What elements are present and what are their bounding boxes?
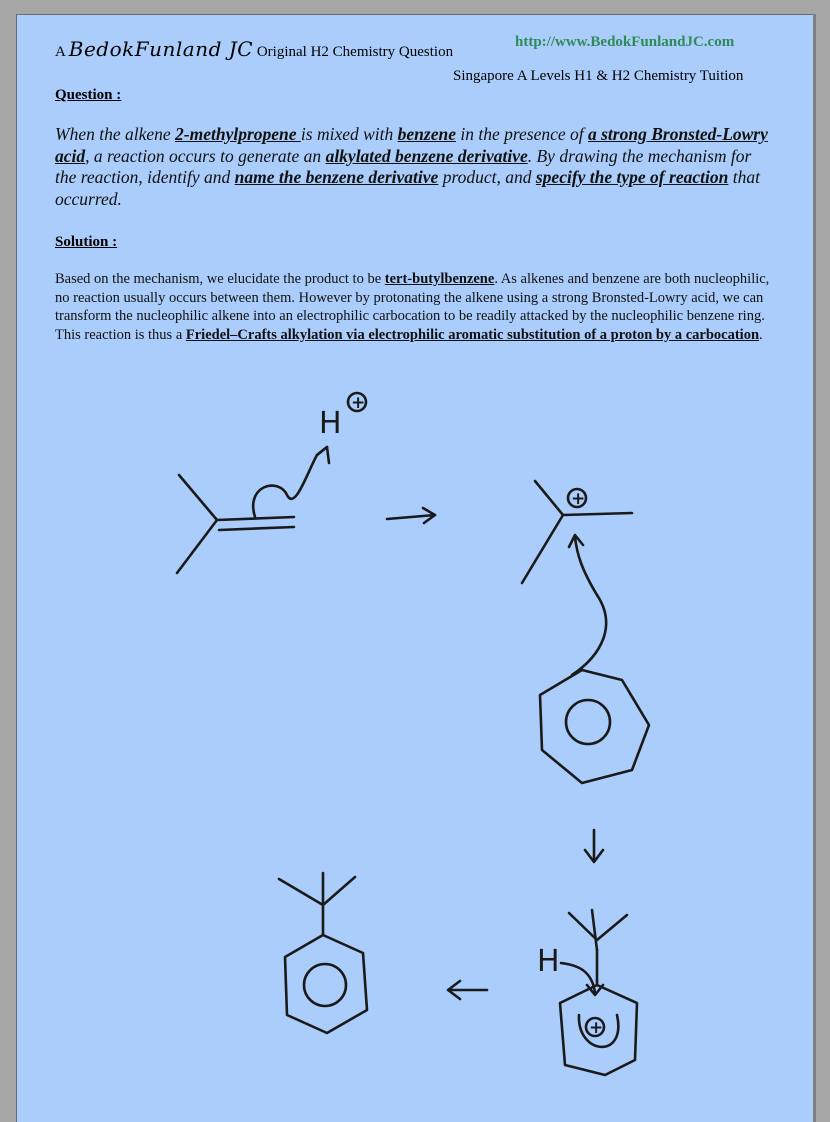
question-keyword: benzene bbox=[397, 124, 456, 144]
question-keyword: a strong Bronsted-Lowry acid bbox=[55, 124, 768, 166]
proton-label: H bbox=[319, 406, 342, 441]
brand-logo-text: BedokFunland JC bbox=[68, 37, 254, 61]
document-page bbox=[16, 14, 813, 1122]
question-part: that occurred. bbox=[55, 167, 760, 209]
solution-part: . bbox=[759, 326, 763, 343]
question-part: , a reaction occurs to generate an bbox=[85, 145, 326, 166]
question-part: . By drawing the mechanism for the reaction, identify and bbox=[55, 145, 752, 187]
reaction-mechanism-drawing bbox=[17, 15, 813, 1122]
proton-charge-sign: + bbox=[351, 393, 366, 413]
question-part: product, and bbox=[438, 167, 536, 187]
solution-keyword: Friedel–Crafts alkylation via electrophilic aromatic substitution of a proton by a carbocation bbox=[185, 326, 760, 343]
solution-keyword: tert-butylbenzene bbox=[384, 271, 495, 287]
brand-suffix: Original H2 Chemistry Question bbox=[256, 44, 454, 60]
question-part: When the alkene bbox=[55, 124, 176, 144]
carbocation-charge-sign: + bbox=[571, 489, 586, 509]
question-part: in the presence of bbox=[455, 124, 588, 144]
question-heading: Question : bbox=[55, 87, 122, 103]
brand-prefix: A bbox=[55, 44, 66, 60]
step-arrow-right bbox=[387, 508, 435, 523]
arenium-h-label: H bbox=[537, 944, 560, 979]
solution-part: Based on the mechanism, we elucidate the product to be bbox=[55, 271, 385, 287]
nucleophilic-attack-arrow bbox=[569, 535, 606, 675]
product-structure bbox=[279, 873, 367, 1033]
arenium-charge-sign: + bbox=[589, 1018, 604, 1038]
question-keyword: specify the type of reaction bbox=[535, 167, 729, 187]
question-part: is mixed with bbox=[300, 124, 398, 144]
tagline: Singapore A Levels H1 & H2 Chemistry Tuition bbox=[453, 68, 744, 84]
benzene-reactant bbox=[540, 670, 649, 783]
step-arrow-left bbox=[448, 981, 487, 999]
solution-part: . As alkenes and benzene are both nucleophilic, no reaction usually occurs between them. However by protonating the alkene using a strong Bronsted-Lowry acid, we can transform the nucleophilic alkene into an electrophilic carbocation to be readily attacked by the nucleophilic benzene ring. This reaction is thus a bbox=[55, 271, 770, 343]
solution-heading: Solution : bbox=[55, 234, 118, 250]
protonation-arrow bbox=[253, 447, 329, 517]
question-keyword: alkylated benzene derivative bbox=[325, 145, 528, 166]
site-url-link[interactable]: http://www.BedokFunlandJC.com bbox=[515, 34, 735, 50]
question-keyword: 2-methylpropene bbox=[175, 124, 301, 144]
alkene-structure bbox=[177, 475, 294, 573]
step-arrow-down bbox=[585, 830, 603, 862]
question-keyword: name the benzene derivative bbox=[234, 167, 439, 187]
